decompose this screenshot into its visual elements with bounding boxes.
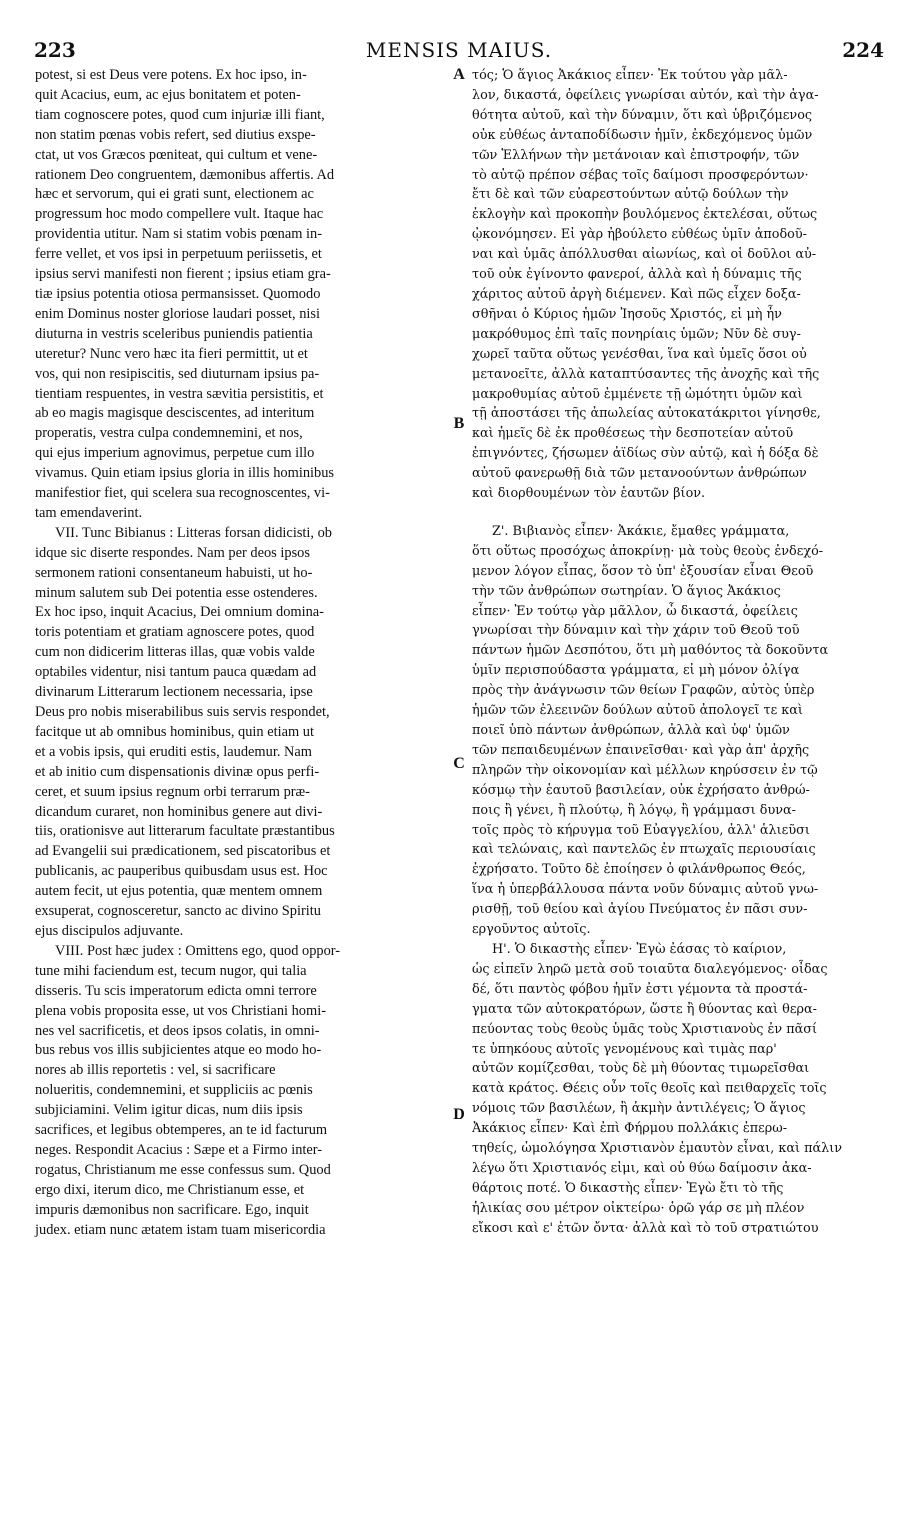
page-header [34, 38, 884, 68]
latin-paragraph-viii: VIII. Post hæc judex : Omittens ego, quod oppor- tune mihi faciendum est, tecum nugor, qui talia disseris. Tu scis imperatorum edicta omni terrore plena vobis proposita esse, ut vos Christiani homi- nes vel sacrificetis, et deos ipsos colatis, in omni- bus rebus vos illis subjicientes atque eo modo ho- nores ab illis reportetis : vel, si sacrificare nolueritis, condemnemini, et suppliciis ac pœnis subjiciamini. Velim igitur dicas, num diis ipsis sacrifices, et legibus obtemperes, an te id facturum neges. Respondit Acacius : Sæpe et a Firmo inter- rogatus, Christianum me esse confessus sum. Quod ergo dixi, iterum dico, me Christianum esse, et impuris dæmonibus non sacrificare. Ego, inquit judex. etiam nunc ætatem istam tuam misericordia [35, 942, 341, 1238]
greek-paragraph-z: Ζ'. Βιβιανὸς εἶπεν· Ἀκάκιε, ἔμαθες γράμματα, ὅτι οὕτως προσόχως ἀποκρίνῃ· μὰ τοὺς θεοὺς ἐνδεχό- μενον λόγον εἶπας, ὅσον τὸ ὑπ' ἐξουσίαν εἶναι Θεοῦ τὴν τῶν ἀνθρώπων σωτηρίαν. Ὁ ἅγιος Ἀκάκιος εἶπεν· Ἐν τούτῳ γὰρ μᾶλλον, ὦ δικαστά, ὀφείλεις γνωρίσαι τὴν δύναμιν καὶ τὴν χάριν τοῦ Θεοῦ τοῦ πάντων ἡμῶν Δεσπότου, ὅτι μὴ μαθόντος τὰ δοκοῦντα ὑμῖν περισπούδαστα γράμματα, εἰ μὴ μόνον ὀλίγα πρὸς τὴν ἀνάγνωσιν τῶν θείων Γραφῶν, αὐτὸς ὑπὲρ ἡμῶν τῶν ἐλεεινῶν δούλων αὐτοῦ ἀπολογεῖ τε καὶ ποιεῖ ὑπὸ πάντων ἀνθρώπων, ἀλλὰ καὶ ὑφ' ὑμῶν τῶν πεπαιδευμένων ἐπαινεῖσθαι· καὶ γὰρ ἀπ' ἀρχῆς πληρῶν τὴν οἰκονομίαν καὶ μέλλων κηρύσσειν ἐν τῷ κόσμῳ τὴν ἑαυτοῦ βασιλείαν, οὐκ ἐχρήσατο ἀνθρώ- ποις ἢ γένει, ἢ πλούτῳ, ἢ λόγῳ, ἢ γράμμασι δυνα- τοῖς πρὸς τὸ κήρυγμα τοῦ Εὐαγγελίου, ἀλλ' ἁλιεῦσι καὶ τελώναις, καὶ παντελῶς ἐν πτωχαῖς περιουσίαις ἐχρήσατο. Τοῦτο δὲ ἐποίησεν ὁ φιλάνθρωπος Θεός, ἵνα ἡ ὑπερβάλλουσα πάντα νοῦν δύναμις αὐτοῦ γνω- ρισθῇ, τοῦ θείου καὶ ἁγίου Πνεύματος ἐν πᾶσι συν- εργοῦντος αὐτοῖς. [472, 523, 829, 938]
latin-paragraph-vii: VII. Tunc Bibianus : Litteras forsan didicisti, ob idque sic diserte respondes. Nam per deos ipsos sermonem rationi consentaneum habuisti, ut ho- minum salutem sub Dei potentia esse ostenderes. Ex hoc ipso, inquit Acacius, Dei omnium domina- toris potentiam et gratiam agnoscere potes, quod cum non didicerim litteras illas, quæ vobis valde optabiles videntur, nisi tantum pauca quædam ad divinarum Litterarum lectionem necessaria, ipse Deus pro nobis miserabilibus suis servis respondet, facitque ut ab omnibus hominibus, quin etiam ut et a vobis ipsis, qui eruditi estis, laudemur. Nam et ab initio cum dispensationis divinæ opus perfi- ceret, et suum ipsius regnum orbi terrarum præ- dicandum curaret, non hominibus genere aut divi- tiis, orationisve aut litterarum facultate præstantibus ad Evangelii sui prædicationem, sed piscatoribus et publicanis, ac pauperibus quibusdam usus est. Hoc autem fecit, ut ejus potentia, quæ mentem omnem exsuperat, cognosceretur, sancto ac divino Spiritu ejus discipulos adjuvante. [35, 524, 335, 939]
greek-column [472, 66, 884, 1239]
latin-paragraph-1: potest, si est Deus vere potens. Ex hoc ipso, in- quit Acacius, eum, ac ejus bonitatem et poten- tiam cognoscere potes, quod cum injuriæ illi fiant, non statim pœnas vobis refert, sed diutius exspe- ctat, ut vos Græcos pœniteat, qui cultum et vene- rationem Deo congruentem, dæmonibus affertis. Ad hæc et servorum, qui ei grati sunt, electionem ac progressum hoc modo compellere vult. Itaque hac providentia utitur. Nam si statim vobis pœnam in- ferre vellet, et vos ipsi in perpetuum periissetis, et ipsius servi manifesti non fierent ; ipsius etiam gra- tiæ ipsius potentia otiosa permansisset. Quomodo enim Dominus noster gloriose laudari posset, nisi diuturna in vestris sceleribus puniendis patientia uteretur? Nunc vero hæc ita fieri permittit, ut et vos, qui non resipiscitis, sed diuturnam ipsius pa- tientiam respuentes, in vestra sævitia persistitis, et ab eo magis magisque desciscentes, ad interitum properatis, vestra culpa condemnemini, et nos, qui ejus imperium agnovimus, perpetue cum illo vivamus. Quin etiam ipsius gloria in illis hominibus manifestior fiet, qui scelera sua recognoscentes, vi- tam emendaverint. [35, 67, 335, 521]
page-number-left: 223 [34, 38, 76, 62]
latin-column [35, 66, 447, 1240]
margin-marker-c: C [453, 755, 465, 772]
running-title: MENSIS MAIUS. [365, 38, 553, 62]
margin-marker-a: A [453, 66, 465, 83]
page-number-right: 224 [842, 38, 884, 62]
margin-marker-b: B [453, 415, 465, 432]
margin-marker-d: D [453, 1106, 465, 1123]
greek-paragraph-1: τός; Ὁ ἅγιος Ἀκάκιος εἶπεν· Ἐκ τούτου γὰρ μᾶλ- λον, δικαστά, ὀφείλεις γνωρίσαι αὐτόν, καὶ τὴν ἀγα- θότητα αὐτοῦ, καὶ τὴν δύναμιν, ὅτι καὶ ὑβριζόμενος οὐκ εὐθέως ἀνταποδίδωσιν ἡμῖν, ἐκδεχόμενος ὑμῶν τῶν Ἑλλήνων τὴν μετάνοιαν καὶ ἐπιστροφήν, τῶν τὸ αὐτῷ πρέπον σέβας τοῖς δαίμοσι προσφερόντων· ἔτι δὲ καὶ τῶν εὐαρεστούντων αὐτῷ δούλων τὴν ἐκλογὴν καὶ προκοπὴν βουλόμενος ἐκτελέσαι, οὕτως ᾠκονόμησεν. Εἰ γὰρ ἠβούλετο εὐθέως ὑμῖν ἀποδοῦ- ναι καὶ ὑμᾶς ἀπόλλυσθαι αἰωνίως, καὶ οἱ δοῦλοι αὐ- τοῦ οὐκ ἐγίνοντο φανεροί, ἀλλὰ καὶ ἡ δύναμις τῆς χάριτος αὐτοῦ ἀργὴ διέμενεν. Καὶ πῶς εἶχεν δοξα- σθῆναι ὁ Κύριος ἡμῶν Ἰησοῦς Χριστός, εἰ μὴ ἦν μακρόθυμος ἐπὶ ταῖς πονηρίαις ὑμῶν; Νῦν δὲ συγ- χωρεῖ ταῦτα οὕτως γενέσθαι, ἵνα καὶ ὑμεῖς ὅσοι οὐ μετανοεῖτε, ἀλλὰ καταπτύσαντες τῆς ἀνοχῆς καὶ τῆς μακροθυμίας αὐτοῦ ἐμμένετε τῇ ὠμότητι ὑμῶν καὶ τῇ ἀποστάσει τῆς ἀπωλείας αὐτοκατάκριτοι γίνησθε, καὶ ἡμεῖς δὲ ἐκ προθέσεως τὴν δεσποτείαν αὐτοῦ ἐπιγνόντες, ζήσωμεν ἀϊδίως σὺν αὐτῷ, καὶ ἡ δόξα δὲ αὐτοῦ φανερωθῇ διὰ τῶν μετανοούντων ἀνθρώπων καὶ διορθουμένων τὸν ἑαυτῶν βίον. [472, 68, 821, 502]
greek-paragraph-h: Η'. Ὁ δικαστὴς εἶπεν· Ἐγὼ ἐάσας τὸ καίριον, ὡς εἰπεῖν ληρῶ μετὰ σοῦ τοιαῦτα διαλεγόμενος· οἶδας δέ, ὅτι παντὸς φόβου ἡμῖν ἐστι γέμοντα τὰ προστά- γματα τῶν αὐτοκρατόρων, ὥστε ἢ θύοντας καὶ θερα- πεύοντας τοὺς θεοὺς ὑμᾶς τοὺς Χριστιανοὺς ἐν πᾶσί τε ὑπηκόους αὐτοῖς γενομένους καὶ τιμὰς παρ' αὐτῶν κομίζεσθαι, τοὺς δὲ μὴ θύοντας τιμωρεῖσθαι κατὰ κράτος. Θέεις οὖν τοῖς θεοῖς καὶ πειθαρχεῖς τοῖς νόμοις τῶν βασιλέων, ἢ ἀκμὴν ἀντιλέγεις; Ὁ ἅγιος Ἀκάκιος εἶπεν· Καὶ ἐπὶ Φήρμου πολλάκις ἐπερω- τηθείς, ὡμολόγησα Χριστιανὸν ἐμαυτὸν εἶναι, καὶ πάλιν λέγω ὅτι Χριστιανός εἰμι, καὶ οὐ θύω δαίμοσιν ἀκα- θάρτοις ποτέ. Ὁ δικαστὴς εἶπεν· Ἐγὼ ἔτι τὸ τῆς ἡλικίας σου μέτρον οἰκτείρω· ὁρῶ γάρ σε μὴ πλέον εἴκοσι καὶ ε' ἐτῶν ὄντα· ἀλλὰ καὶ τὸ τοῦ στρατιώτου [472, 941, 843, 1236]
